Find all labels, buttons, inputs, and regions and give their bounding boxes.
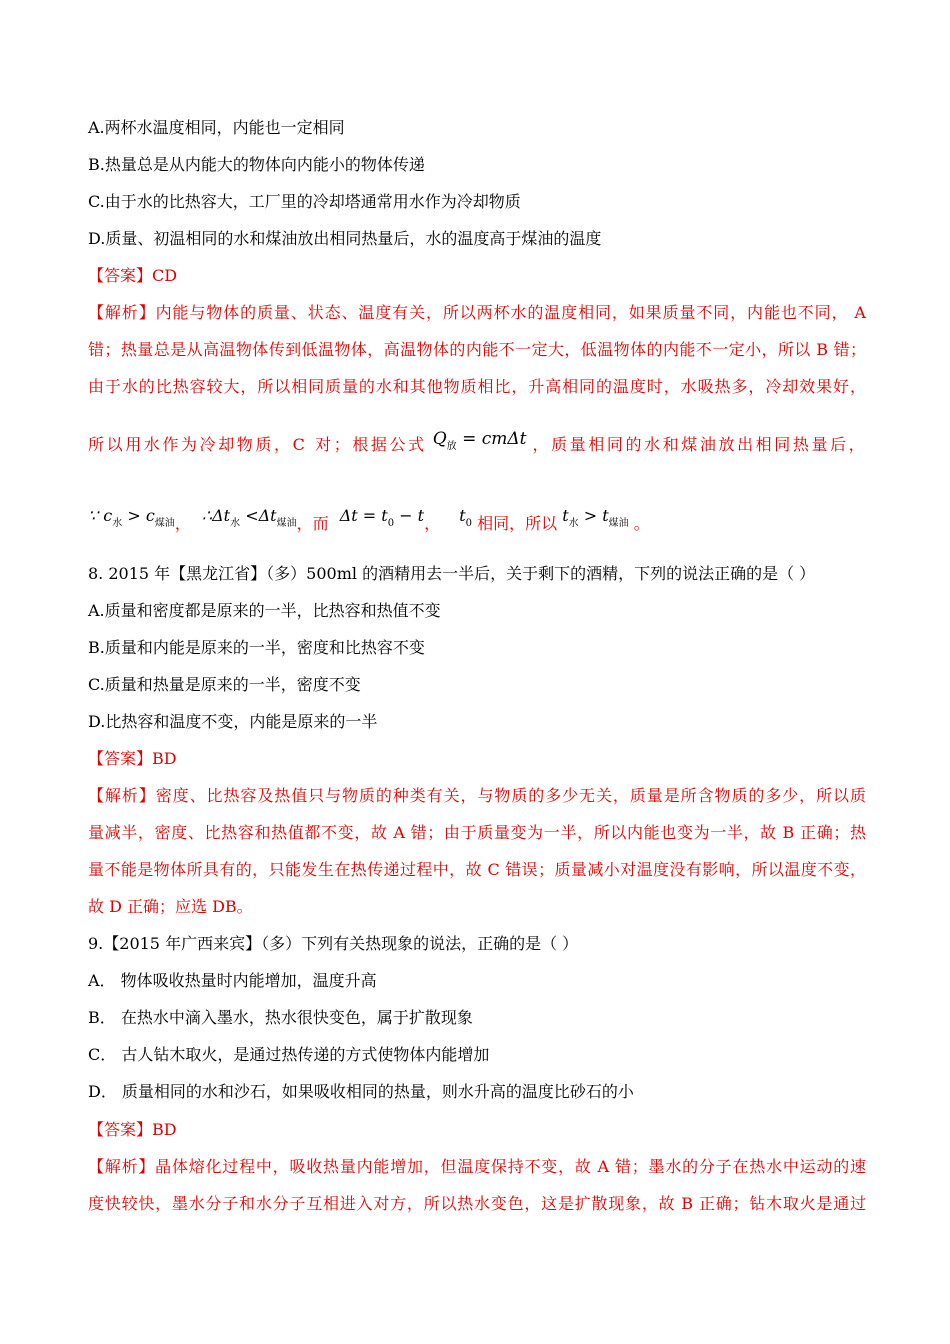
period: 。 [633,514,650,533]
separator: ， [174,514,191,533]
q8-analysis-line: 量不能是物体所具有的，只能发生在热传递过程中，故 C 错误；质量减小对温度没有影响，所以温度不变， [88,860,866,879]
t-water: t [562,506,569,525]
q7-option-a: A.两杯水温度相同，内能也一定相同 [88,118,345,137]
separator: ，而 [296,514,329,533]
c-water: c [103,506,113,525]
t-water-sub: 水 [568,518,579,529]
dt-water-sub: 水 [230,518,241,529]
q7-analysis-line: 【解析】内能与物体的质量、状态、温度有关，所以两杯水的温度相同，如果质量不同，内能也不同， A [88,303,866,322]
q8-analysis-line: 量减半，密度、比热容和热值都不变，故 A 错；由于质量变为一半，所以内能也变为一半，故 B 正确；热 [88,823,866,842]
q9-analysis-line: 【解析】晶体熔化过程中，吸收热量内能增加，但温度保持不变，故 A 错；墨水的分子在热水中运动的速 [88,1157,866,1176]
t0-symbol: t [459,506,466,525]
heat-formula [432,429,527,452]
dt-equation-sub: 0 [387,518,395,529]
q7-analysis-formula-line [88,429,868,459]
q9-question: 9.【2015 年广西来宾】（多）下列有关热现象的说法，正确的是（ ） [88,934,579,953]
q8-option-a: A.质量和密度都是原来的一半，比热容和热值不变 [88,601,441,620]
q9-answer: 【答案】BD [88,1120,177,1139]
formula-q-sub: 放 [446,441,457,452]
dt-kerosene-sub: 煤油 [276,518,297,529]
q8-question: 8. 2015 年【黑龙江省】（多）500ml 的酒精用去一半后，关于剩下的酒精，下列的说法正确的是（ ） [88,564,816,583]
q8-option-b: B.质量和内能是原来的一半，密度和比热容不变 [88,638,425,657]
gt-symbol: > [127,506,141,525]
q9-option-d: D． 质量相同的水和沙石，如果吸收相同的热量，则水升高的温度比砂石的小 [88,1082,634,1101]
because-symbol: ∵ [88,506,99,525]
q8-analysis-line: 【解析】密度、比热容及热值只与物质的种类有关，与物质的多少无关，质量是所含物质的多少，所以质 [88,786,866,805]
lt-symbol: < [245,506,259,525]
q7-comparison-line [88,505,650,533]
q9-option-c: C． 古人钻木取火，是通过热传递的方式使物体内能增加 [88,1045,490,1064]
q7-analysis-line: 由于水的比热容较大，所以相同质量的水和其他物质相比，升高相同的温度时，水吸热多，冷却效果好， [88,377,866,396]
separator: ， [424,514,441,533]
formula-q: Q [432,429,447,449]
formula-rhs: = cmΔt [462,429,527,449]
q7-option-d: D.质量、初温相同的水和煤油放出相同热量后，水的温度高于煤油的温度 [88,229,602,248]
q7-analysis-text: ，质量相同的水和煤油放出相同热量后， [532,435,868,454]
q9-option-a: A． 物体吸收热量时内能增加，温度升高 [88,971,377,990]
t-kerosene: t [602,506,609,525]
q8-answer: 【答案】BD [88,749,177,768]
c-water-sub: 水 [112,518,123,529]
q8-option-c: C.质量和热量是原来的一半，密度不变 [88,675,361,694]
q7-analysis-line: 错；热量总是从高温物体传到低温物体，高温物体的内能不一定大，低温物体的内能不一定小，所以 B 错； [88,340,866,359]
dt-water: Δt [212,506,231,525]
q8-option-d: D.比热容和温度不变，内能是原来的一半 [88,712,378,731]
q7-analysis-text: 所以用水作为冷却物质，C 对；根据公式 [88,435,427,454]
q9-analysis-line: 度快较快，墨水分子和水分子互相进入对方，所以热水变色，这是扩散现象，故 B 正确；钻木取火是通过 [88,1194,866,1213]
q7-option-b: B.热量总是从内能大的物体向内能小的物体传递 [88,155,425,174]
therefore-symbol: ∴ [201,506,213,525]
gt-symbol: > [583,506,598,525]
q7-answer: 【答案】CD [88,266,178,285]
c-kerosene-sub: 煤油 [154,518,175,529]
t0-sub: 0 [465,518,472,529]
dt-equation-tail: − t [394,506,425,525]
q7-option-c: C.由于水的比热容大，工厂里的冷却塔通常用水作为冷却物质 [88,192,521,211]
t-kerosene-sub: 煤油 [608,518,629,529]
c-kerosene: c [145,506,155,525]
q8-analysis-line: 故 D 正确；应选 DB。 [88,897,253,916]
dt-kerosene: Δt [258,506,277,525]
q7-analysis-text: 相同，所以 [477,514,558,533]
dt-equation: Δt = t [339,506,388,525]
q9-option-b: B． 在热水中滴入墨水，热水很快变色，属于扩散现象 [88,1008,473,1027]
